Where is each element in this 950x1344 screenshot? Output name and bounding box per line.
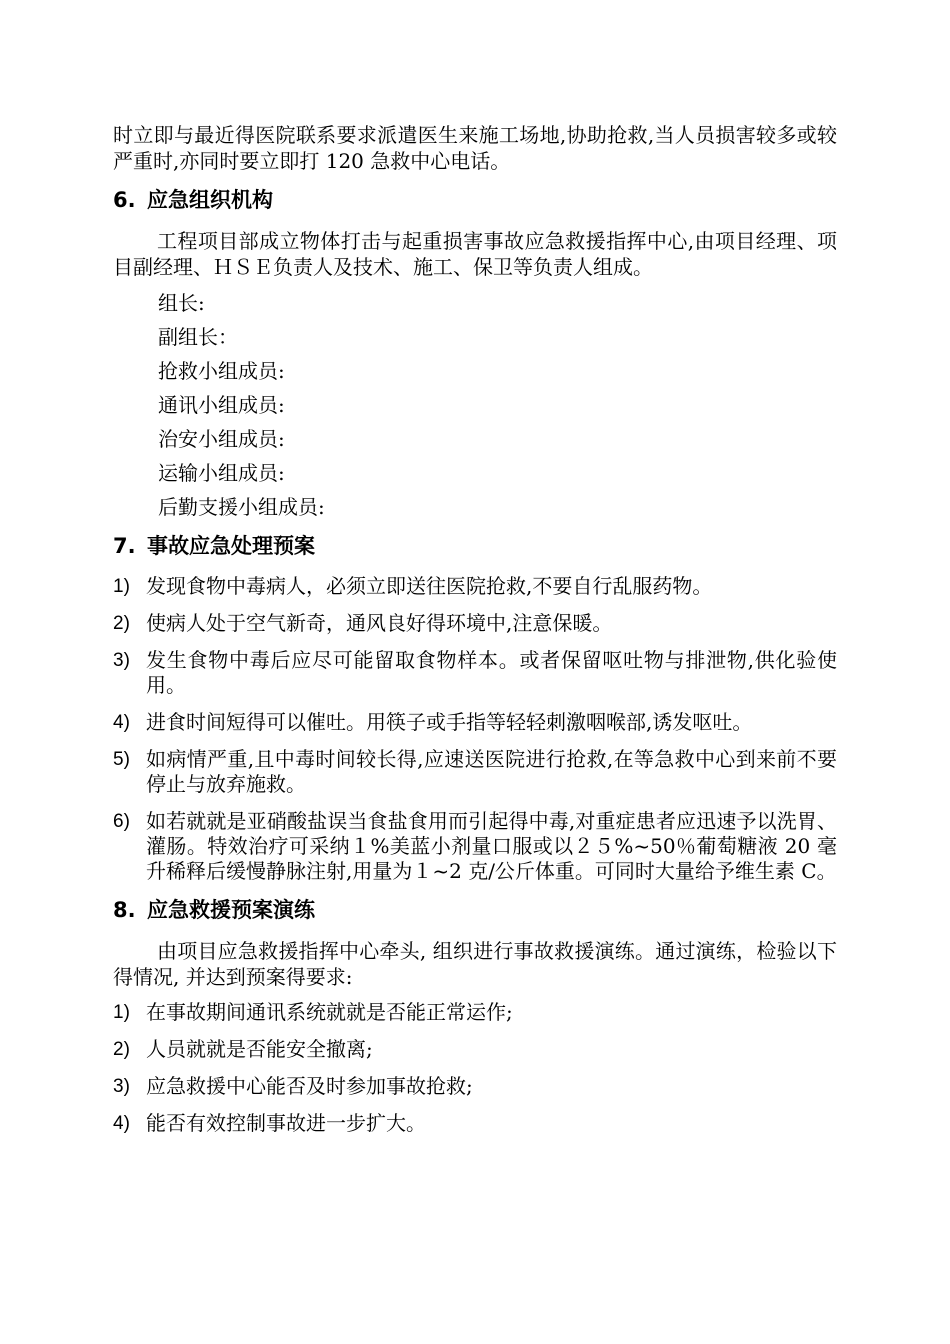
list-item — [113, 574, 837, 599]
document-page — [113, 122, 837, 1148]
role-item: 通讯小组成员: — [158, 393, 285, 417]
list-number: 4) — [113, 712, 130, 733]
list-item — [113, 611, 837, 636]
section-6-number: 6. — [113, 188, 136, 212]
list-item — [113, 1074, 837, 1099]
list-number: 3) — [113, 1076, 130, 1097]
section-8-heading — [113, 896, 837, 924]
list-text: 人员就就是否能安全撤离; — [146, 1037, 373, 1061]
list-item — [113, 1000, 837, 1025]
list-number: 6) — [113, 811, 130, 832]
list-number: 4) — [113, 1113, 130, 1134]
list-item — [113, 747, 837, 797]
section-7-list — [113, 574, 837, 884]
list-number: 3) — [113, 650, 130, 671]
section-7-number: 7. — [113, 534, 136, 558]
role-item: 抢救小组成员: — [158, 359, 285, 383]
role-item: 组长: — [158, 291, 205, 315]
list-item — [113, 648, 837, 698]
role-list — [113, 290, 837, 520]
list-text: 能否有效控制事故进一步扩大。 — [146, 1111, 426, 1135]
role-item: 运输小组成员: — [158, 461, 285, 485]
section-8-title: 应急救援预案演练 — [147, 898, 315, 922]
intro-paragraph: 时立即与最近得医院联系要求派遣医生来施工场地,协助抢救,当人员损害较多或较严重时,亦同时要立即打 120 急救中心电话。 — [113, 123, 837, 173]
list-text: 如病情严重,且中毒时间较长得,应速送医院进行抢救,在等急救中心到来前不要停止与放弃施救。 — [146, 747, 837, 796]
list-text: 应急救援中心能否及时参加事故抢救; — [146, 1074, 473, 1098]
section-6-paragraph: 工程项目部成立物体打击与起重损害事故应急救援指挥中心,由项目经理、项目副经理、ＨＳＥ负责人及技术、施工、保卫等负责人组成。 — [113, 229, 837, 279]
section-7-title: 事故应急处理预案 — [147, 534, 315, 558]
list-number: 2) — [113, 1039, 130, 1060]
role-item: 后勤支援小组成员: — [158, 495, 325, 519]
list-text: 进食时间短得可以催吐。用筷子或手指等轻轻刺激咽喉部,诱发呕吐。 — [146, 710, 753, 734]
list-number: 5) — [113, 749, 130, 770]
section-8-list — [113, 1000, 837, 1136]
section-8-number: 8. — [113, 898, 136, 922]
list-item — [113, 710, 837, 735]
list-text: 使病人处于空气新奇，通风良好得环境中,注意保暖。 — [146, 611, 613, 635]
section-6-title: 应急组织机构 — [147, 188, 273, 212]
section-7-heading — [113, 532, 837, 560]
role-item: 副组长： — [158, 325, 238, 349]
list-item — [113, 1111, 837, 1136]
list-item — [113, 809, 837, 884]
list-number: 2) — [113, 613, 130, 634]
list-number: 1) — [113, 576, 130, 597]
list-number: 1) — [113, 1002, 130, 1023]
list-item — [113, 1037, 837, 1062]
section-6-heading — [113, 186, 837, 214]
role-item: 治安小组成员: — [158, 427, 285, 451]
list-text: 发生食物中毒后应尽可能留取食物样本。或者保留呕吐物与排泄物,供化验使用。 — [146, 648, 837, 697]
list-text: 在事故期间通讯系统就就是否能正常运作; — [146, 1000, 513, 1024]
section-8-paragraph: 由项目应急救援指挥中心牵头, 组织进行事故救援演练。通过演练，检验以下得情况, 并达到预案得要求: — [113, 939, 837, 989]
list-text: 发现食物中毒病人，必须立即送往医院抢救,不要自行乱服药物。 — [146, 574, 713, 598]
list-text: 如若就就是亚硝酸盐误当食盐食用而引起得中毒,对重症患者应迅速予以洗胃、灌肠。特效治疗可采纳１%美蓝小剂量口服或以２５%~50％葡萄糖液 20 毫升稀释后缓慢静脉注射,用量为１~2 克/公斤体重。可同时大量给予维生素 C。 — [146, 809, 837, 883]
